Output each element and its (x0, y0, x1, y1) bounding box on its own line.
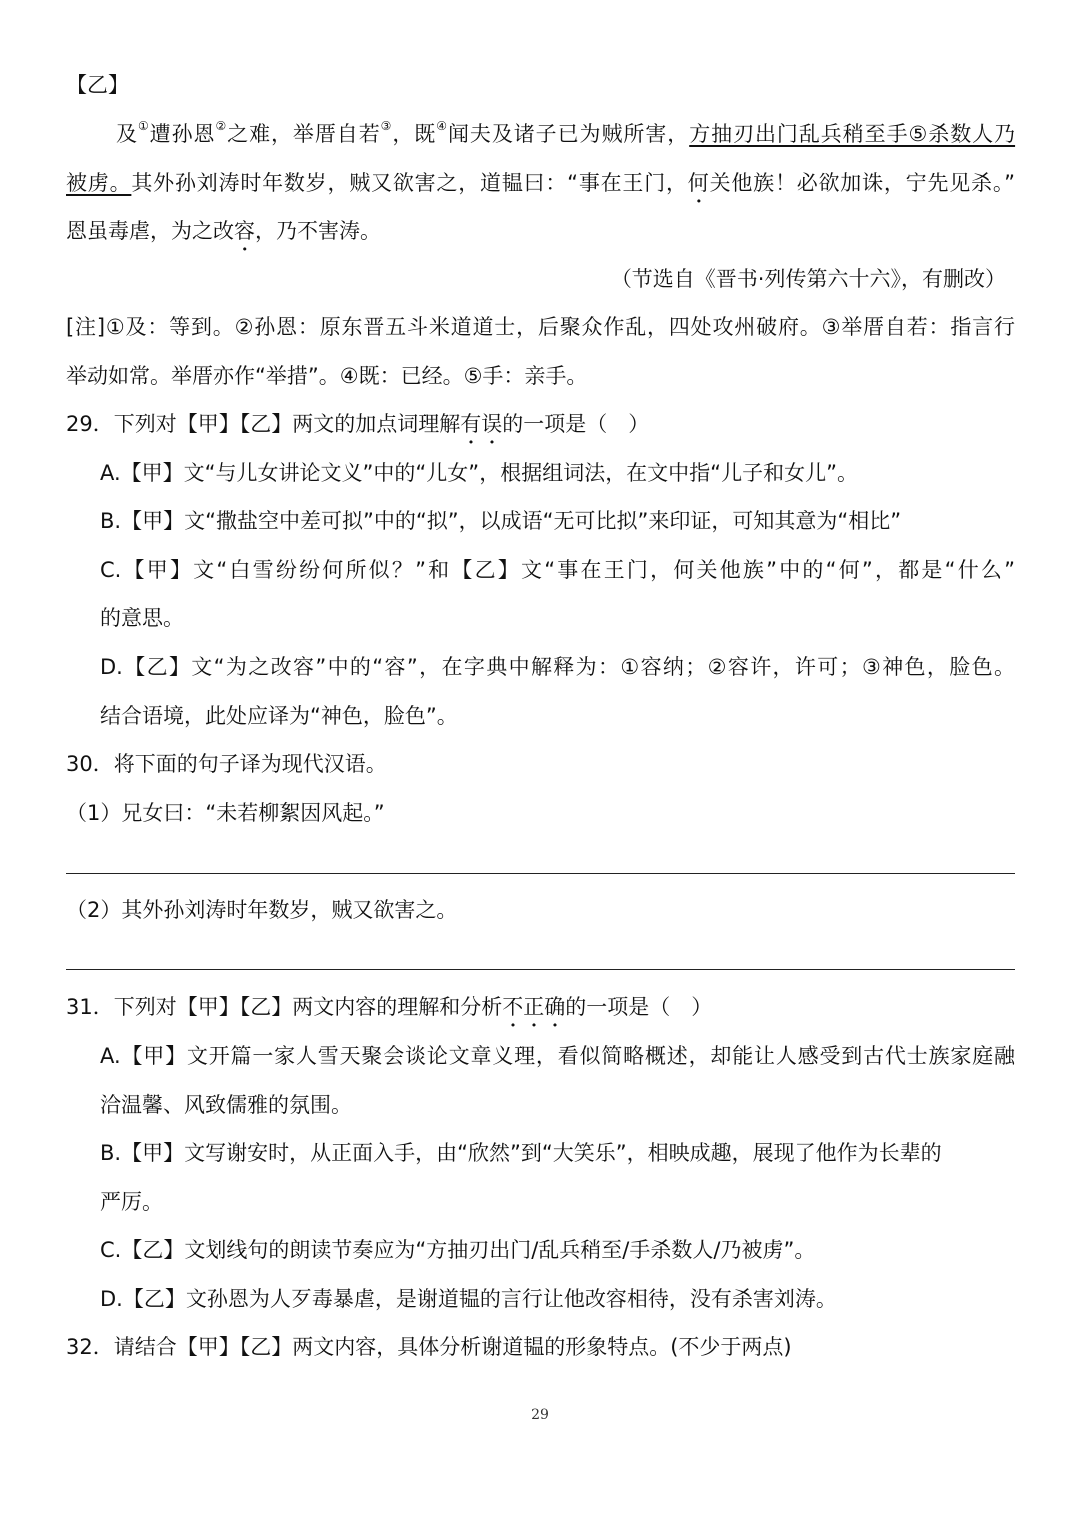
q31-option-d: D.【乙】文孙恩为人歹毒暴虐，是谢道韫的言行让他改容相待，没有杀害刘涛。 (100, 1287, 837, 1311)
footnote-ref: ② (215, 119, 228, 133)
emphasized-char: 容 (234, 219, 255, 243)
q30-sentence-1: （1）兄女曰：“未若柳絮因风起。” (66, 801, 385, 825)
footnote-ref: ① (137, 119, 150, 133)
text: 闻夫及诸子已为贼所害， (447, 122, 690, 146)
text: 及 (116, 122, 138, 146)
section-label: 【乙】 (66, 73, 129, 97)
q29-option-c-cont: 的意思。 (100, 606, 184, 630)
footnote-ref: ④ (436, 119, 448, 133)
q31-option-b: B.【甲】文写谢安时，从正面入手，由“欣然”到“大笑乐”，相映成趣，展现了他作为长辈的 (100, 1141, 942, 1165)
q29-option-b: B.【甲】文“撒盐空中差可拟”中的“拟”，以成语“无可比拟”来印证，可知其意为“相比” (100, 509, 902, 533)
q31-option-c: C.【乙】文划线句的朗读节奏应为“方抽刃出门/乱兵稍至/手杀数人/乃被虏”。 (100, 1238, 816, 1262)
text: 的一项是（ ） (502, 412, 650, 436)
q31-option-b-cont: 严厉。 (100, 1190, 163, 1214)
text: 恩虽毒虐，为之改 (66, 219, 234, 243)
q29-option-d: D.【乙】文“为之改容”中的“容”，在字典中解释为：①容纳；②容许，许可；③神色，脸色。 (100, 655, 1015, 679)
text: 31．下列对【甲】【乙】两文内容的理解和分析 (66, 995, 503, 1019)
emphasized-text: 有误 (460, 412, 503, 436)
underlined-sentence: 被虏。 (66, 171, 132, 195)
footnote-ref: ③ (380, 119, 393, 133)
notes-line-1: [注]①及：等到。②孙恩：原东晋五斗米道道士，后聚众作乱，四处攻州破府。③举厝自若：指言行 (66, 315, 1015, 339)
q29-option-a: A.【甲】文“与儿女讲论文义”中的“儿女”，根据组词法，在文中指“儿子和女儿”。 (100, 461, 858, 485)
emphasized-text: 不正确 (502, 995, 566, 1019)
q29-stem (66, 409, 1015, 449)
text: 关他族！必欲加诛，宁先见杀。” (709, 171, 1016, 195)
q30-stem: 30．将下面的句子译为现代汉语。 (66, 752, 387, 776)
source-citation: （节选自《晋书·列传第六十六》，有删改） (610, 267, 1006, 291)
q30-sentence-2: （2）其外孙刘涛时年数岁，贼又欲害之。 (66, 898, 458, 922)
answer-line-2[interactable] (66, 969, 1015, 970)
page-number: 29 (531, 1407, 549, 1423)
passage-line-2 (66, 168, 1015, 208)
q31-option-a-cont: 洽温馨、风致儒雅的氛围。 (100, 1093, 352, 1117)
text: 29．下列对【甲】【乙】两文的加点词理解 (66, 412, 461, 436)
passage-line-3 (66, 216, 1015, 256)
q29-option-c: C.【甲】文“白雪纷纷何所似？”和【乙】文“事在王门，何关他族”中的“何”，都是“什么” (100, 558, 1015, 582)
text: ，乃不害涛。 (255, 219, 381, 243)
notes-line-2: 举动如常。举厝亦作“举措”。④既：已经。⑤手：亲手。 (66, 364, 588, 388)
text: 遭孙恩 (149, 122, 216, 146)
text: ，既 (392, 122, 437, 146)
text: 的一项是（ ） (565, 995, 713, 1019)
q31-option-a: A.【甲】文开篇一家人雪天聚会谈论文章义理，看似简略概述，却能让人感受到古代士族家庭融 (100, 1044, 1015, 1068)
passage-line-1 (116, 119, 1015, 149)
answer-line-1[interactable] (66, 873, 1015, 874)
q31-stem (66, 992, 1015, 1032)
underlined-sentence: 方抽刃出门乱兵稍至手⑤杀数人乃 (689, 122, 1016, 146)
emphasized-char: 何 (687, 171, 710, 195)
text: 之难，举厝自若 (227, 122, 381, 146)
q29-option-d-cont: 结合语境，此处应译为“神色，脸色”。 (100, 704, 458, 728)
text: 其外孙刘涛时年数岁，贼又欲害之，道韫曰：“事在王门， (131, 171, 688, 195)
q32-stem: 32．请结合【甲】【乙】两文内容，具体分析谢道韫的形象特点。(不少于两点) (66, 1335, 792, 1359)
